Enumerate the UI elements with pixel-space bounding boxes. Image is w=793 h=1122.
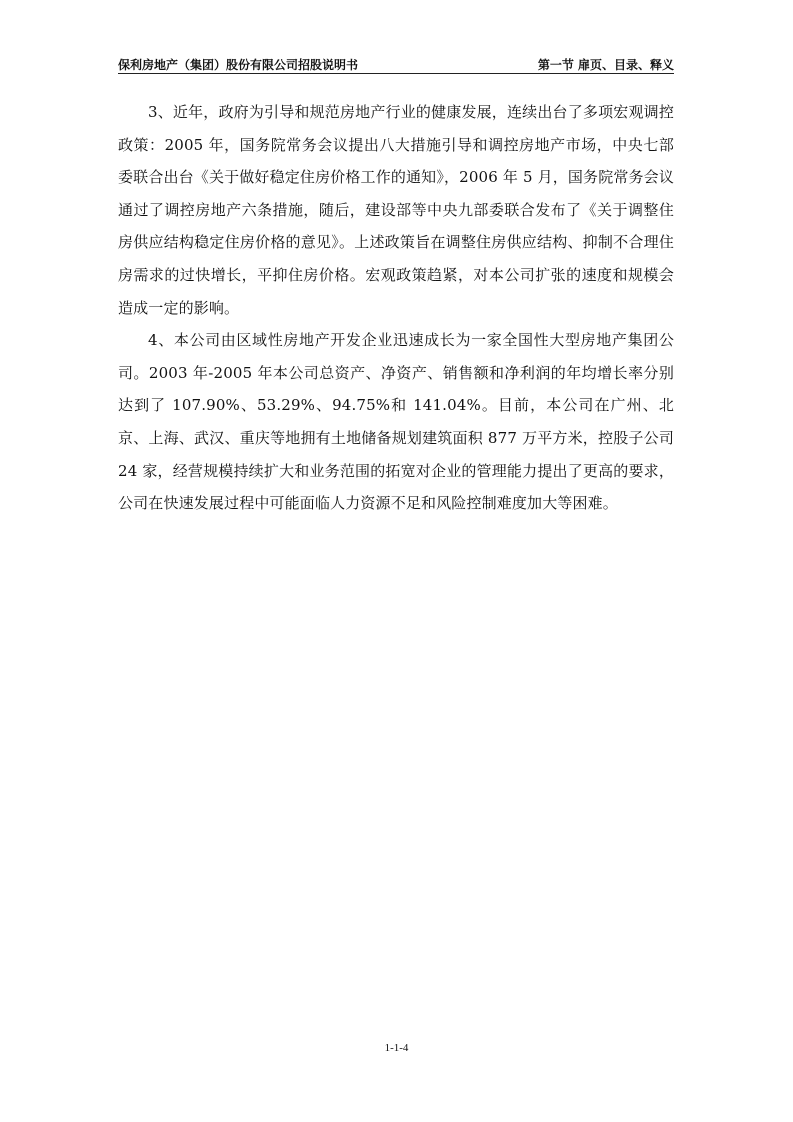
body-text [118, 96, 674, 520]
section-title: 第一节 扉页、目录、释义 [537, 58, 674, 72]
paragraph-growth-risk: 4、本公司由区域性房地产开发企业迅速成长为一家全国性大型房地产集团公司。2003 年-2005 年本公司总资产、净资产、销售额和净利润的年均增长率分别达到了 107.90%、53.29%、94.75%和 141.04%。目前，本公司在广州、北京、上海、武汉、重庆等地拥有土地储备规划建筑面积 877 万平方米，控股子公司 24 家，经营规模持续扩大和业务范围的拓宽对企业的管理能力提出了更高的要求，公司在快速发展过程中可能面临人力资源不足和风险控制难度加大等困难。 [118, 331, 674, 513]
page-header [118, 55, 674, 74]
paragraph-policy-risk: 3、近年，政府为引导和规范房地产行业的健康发展，连续出台了多项宏观调控政策：2005 年，国务院常务会议提出八大措施引导和调控房地产市场，中央七部委联合出台《关于做好稳定住房价格工作的通知》，2006 年 5 月，国务院常务会议通过了调控房地产六条措施，随后，建设部等中央九部委联合发布了《关于调整住房供应结构稳定住房价格的意见》。上述政策旨在调整住房供应结构、抑制不合理住房需求的过快增长，平抑住房价格。宏观政策趋紧，对本公司扩张的速度和规模会造成一定的影响。 [118, 103, 674, 317]
page-number: 1-1-4 [384, 1042, 409, 1054]
document-title: 保利房地产（集团）股份有限公司招股说明书 [118, 58, 359, 72]
